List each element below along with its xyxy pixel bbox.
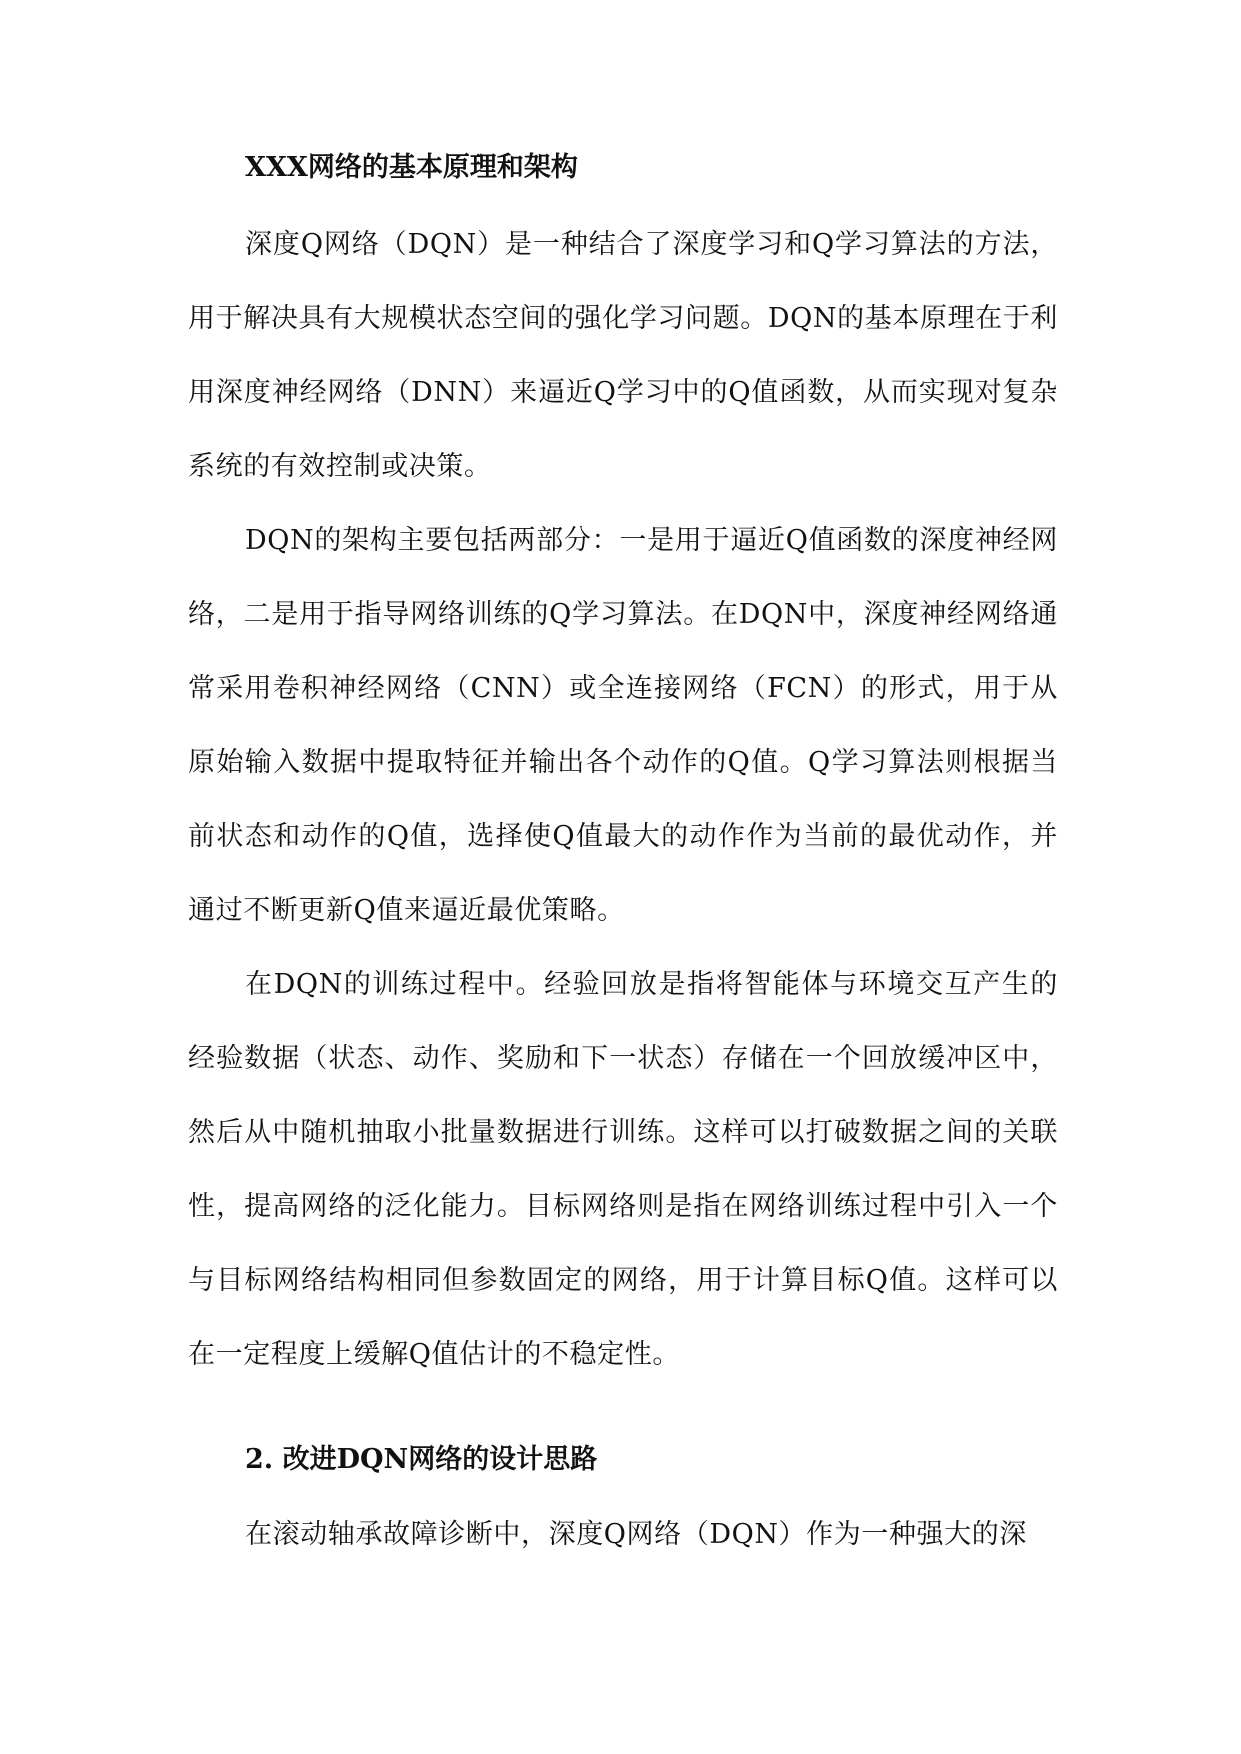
paragraph-bearing-diagnosis: 在滚动轴承故障诊断中，深度Q网络（DQN）作为一种强大的深: [245, 1519, 1027, 1550]
paragraph-dqn-intro: 深度Q网络（DQN）是一种结合了深度学习和Q学习算法的方法，用于解决具有大规模状态空间的强化学习问题。DQN的基本原理在于利用深度神经网络（DNN）来逼近Q学习中的Q值函数，从而实现对复杂系统的有效控制或决策。: [188, 229, 1058, 482]
paragraph-dqn-training: 在DQN的训练过程中。经验回放是指将智能体与环境交互产生的经验数据（状态、动作、奖励和下一状态）存储在一个回放缓冲区中，然后从中随机抽取小批量数据进行训练。这样可以打破数据之间的关联性，提高网络的泛化能力。目标网络则是指在网络训练过程中引入一个与目标网络结构相同但参数固定的网络，用于计算目标Q值。这样可以在一定程度上缓解Q值估计的不稳定性。: [188, 969, 1058, 1370]
document-body: [188, 140, 1058, 1572]
section-heading-principles: XXX网络的基本原理和架构: [245, 152, 578, 183]
section-heading-improved-design: 2. 改进DQN网络的设计思路: [245, 1444, 598, 1475]
paragraph-dqn-architecture: DQN的架构主要包括两部分：一是用于逼近Q值函数的深度神经网络，二是用于指导网络训练的Q学习算法。在DQN中，深度神经网络通常采用卷积神经网络（CNN）或全连接网络（FCN）的形式，用于从原始输入数据中提取特征并输出各个动作的Q值。Q学习算法则根据当前状态和动作的Q值，选择使Q值最大的动作作为当前的最优动作，并通过不断更新Q值来逼近最优策略。: [188, 525, 1058, 926]
